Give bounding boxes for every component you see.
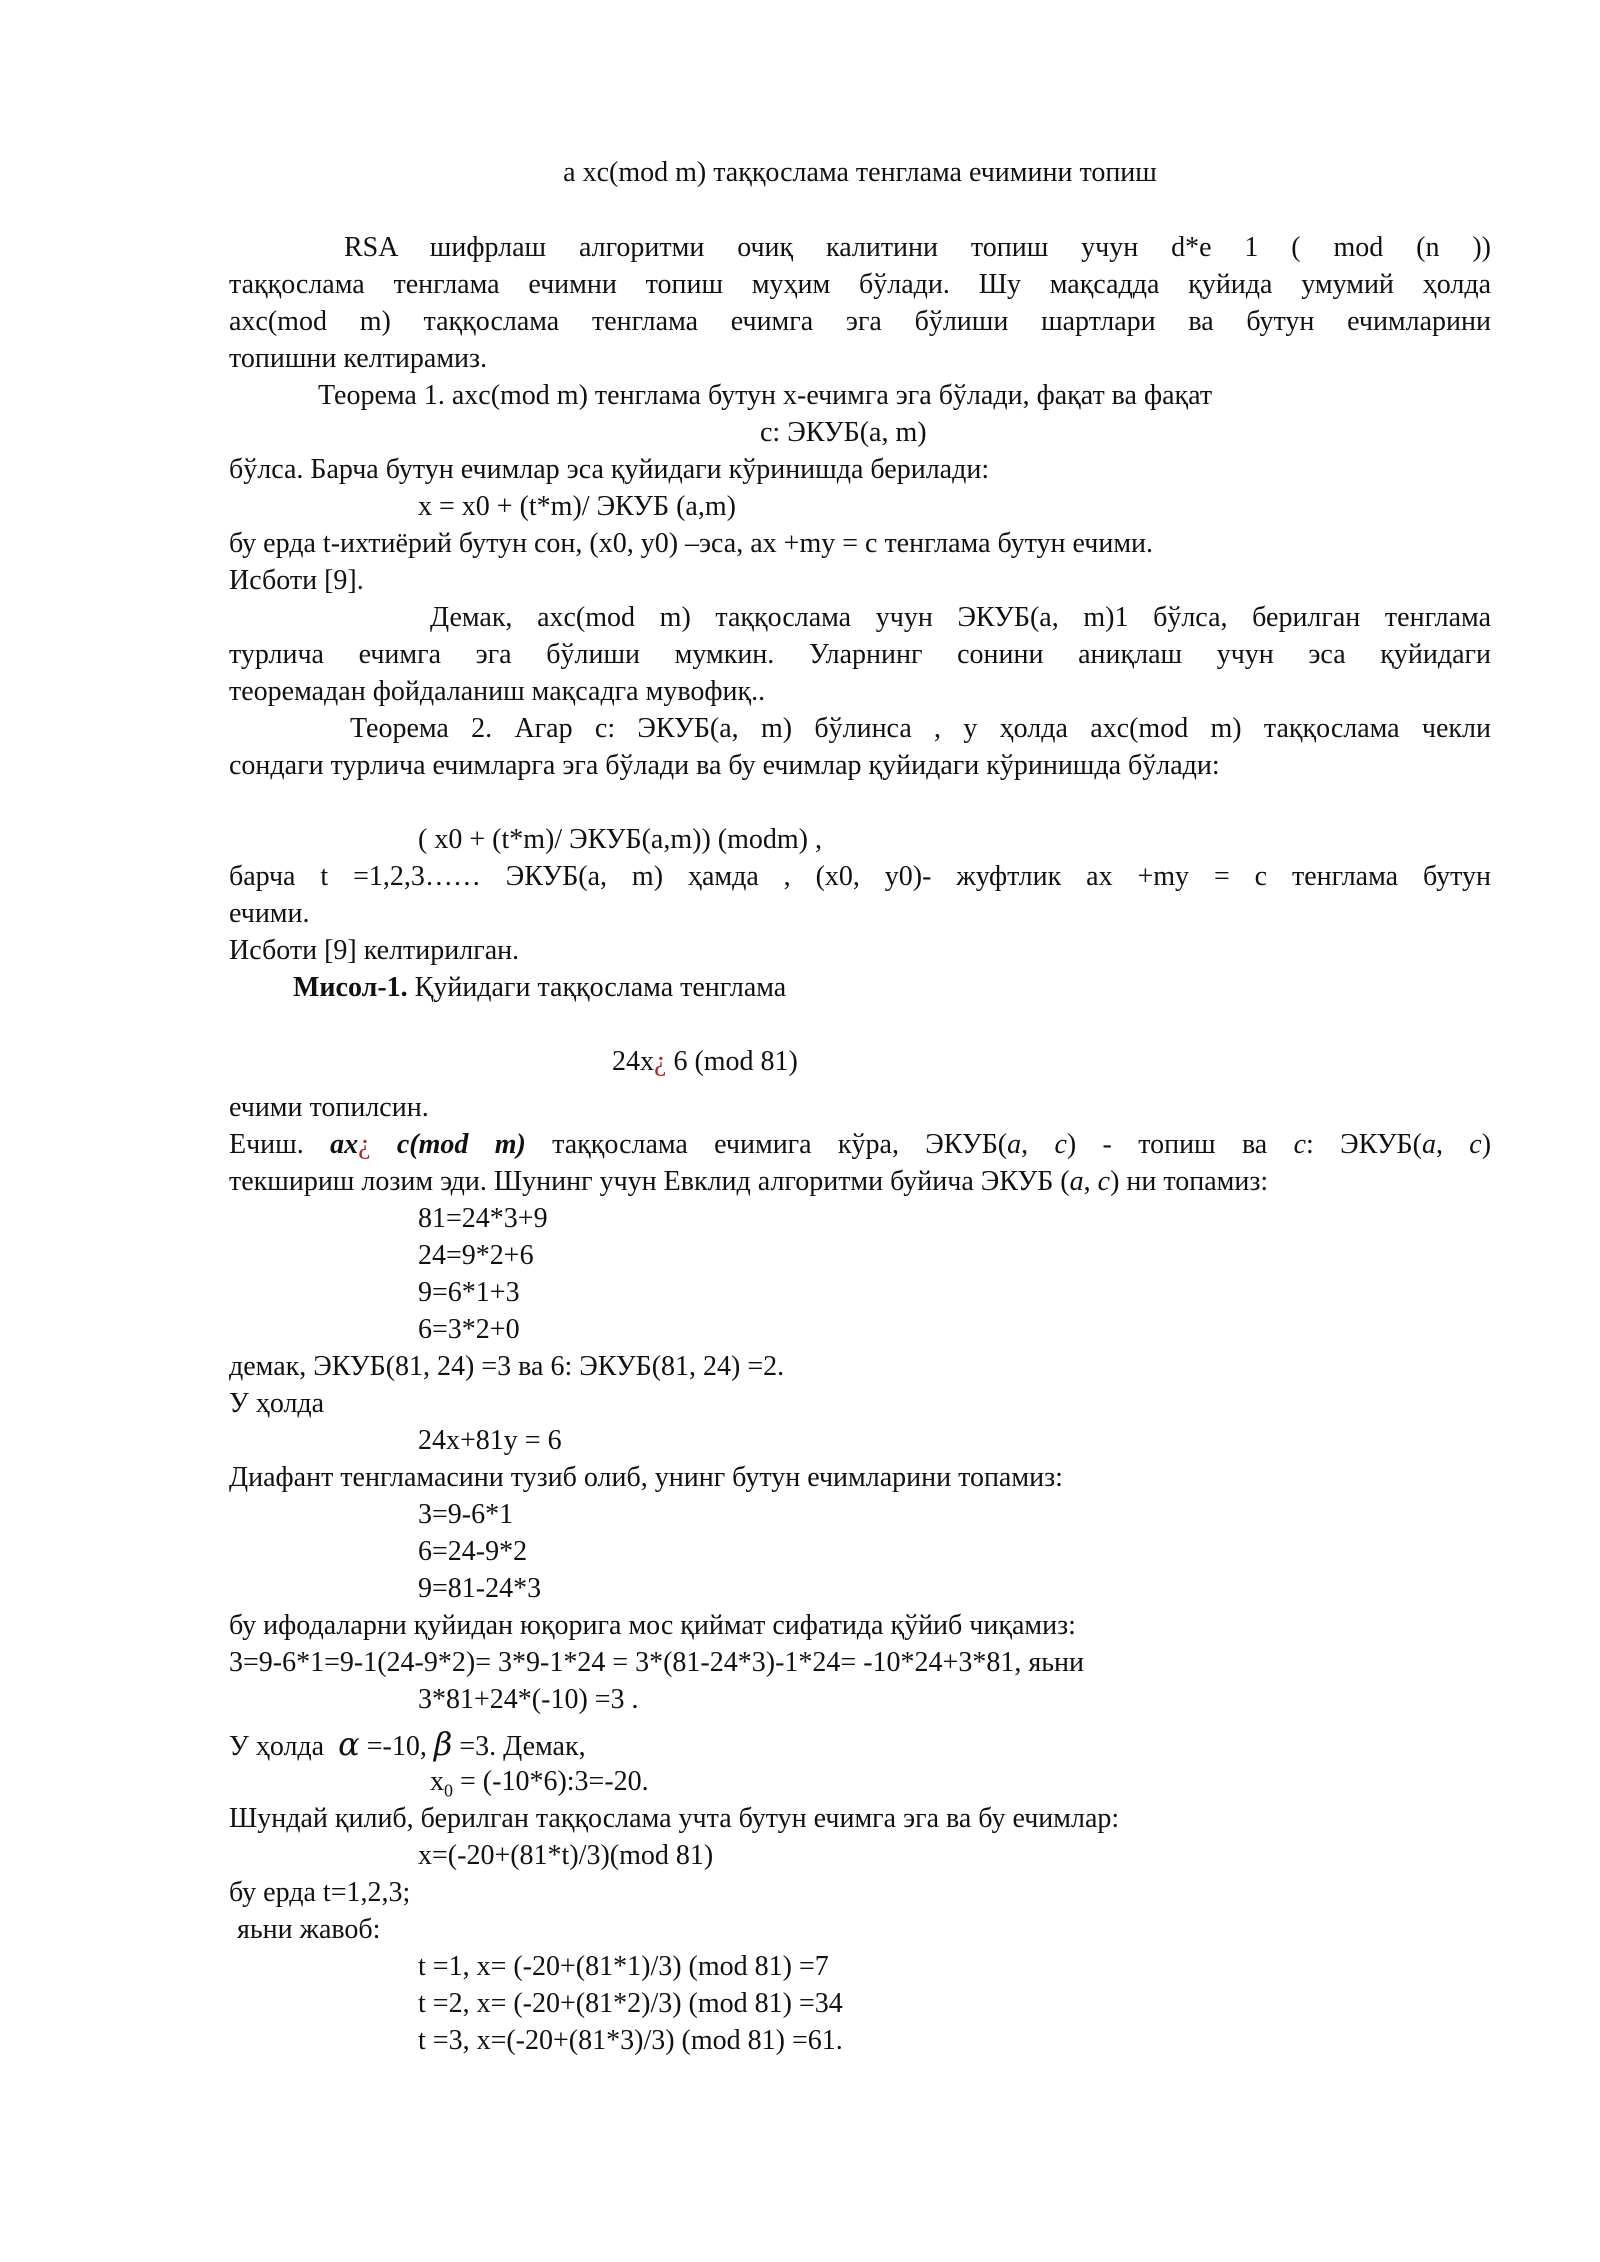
text-run: текшириш лозим эди. Шунинг учун Евклид алгоритми буйича ЭКУБ ( <box>229 1166 1070 1197</box>
paragraph-line: бу ерда t-ихтиёрий бутун сон, (x0, y0) –эса, ax +my = c тенглама бутун ечими. <box>229 528 1154 559</box>
paragraph-line: теоремадан фойдаланиш мақсадга мувофиқ.. <box>229 676 766 707</box>
text-run: x <box>430 1766 444 1797</box>
math-expression: ax <box>330 1129 359 1160</box>
general-solution: x=(-20+(81*t)/3)(mod 81) <box>418 1840 714 1871</box>
substitution-line: 3=9-6*1=9-1(24-9*2)= 3*9-1*24 = 3*(81-24*3)-1*24= -10*24+3*81, яьни <box>229 1647 1084 1678</box>
paragraph-line: Диафант тенгламасини тузиб олиб, унинг бутун ечимларини топамиз: <box>229 1462 1063 1493</box>
text-run: таққослама ечимига кўра, ЭКУБ( <box>525 1129 1008 1160</box>
text-run: , <box>1083 1166 1098 1197</box>
answer-line: t =3, x=(-20+(81*3)/3) (mod 81) =61. <box>418 2025 843 2056</box>
text-run: = (-10*6):3=-20. <box>453 1766 649 1797</box>
paragraph-line: топишни келтирамиз. <box>229 343 488 374</box>
equation-symbol: ¿ <box>654 1046 667 1077</box>
text-run: У ҳолда <box>229 1731 325 1762</box>
paragraph-line: демак, ЭКУБ(81, 24) =3 ва 6: ЭКУБ(81, 24) =2. <box>229 1351 785 1382</box>
coefficients-line <box>229 1726 1491 1765</box>
math-var: a <box>1007 1129 1022 1160</box>
text-run: , <box>1435 1129 1470 1160</box>
theorem-1-condition: c: ЭКУБ(a, m) <box>760 417 927 448</box>
paragraph-line: RSA шифрлаш алгоритми очиқ калитини топиш учун d*e 1 ( mod (n )) <box>344 232 1491 263</box>
paragraph-line: барча t =1,2,3…… ЭКУБ(a, m) ҳамда , (x0, y0)- жуфтлик ax +my = c тенглама бутун <box>229 861 1491 892</box>
math-expression: c(mod m) <box>370 1129 526 1160</box>
equation-symbol: ¿ <box>358 1129 371 1160</box>
paragraph-line: ечими. <box>229 898 310 929</box>
answer-label: яьни жавоб: <box>237 1914 381 1945</box>
alpha-symbol: α <box>338 1725 360 1763</box>
back-substitution-step: 3=9-6*1 <box>418 1499 514 1530</box>
proof-reference: Исботи [9]. <box>229 565 364 596</box>
beta-symbol: β <box>433 1725 453 1763</box>
text-run: ) - топиш ва <box>1066 1129 1294 1160</box>
math-var: c <box>1293 1129 1306 1160</box>
paragraph-line: ечими топилсин. <box>229 1092 429 1123</box>
example-heading <box>293 970 786 1006</box>
paragraph-line: У ҳолда <box>229 1388 325 1419</box>
formula: x = x0 + (t*m)/ ЭКУБ (a,m) <box>418 491 736 522</box>
paragraph-line: бу ерда t=1,2,3; <box>229 1877 411 1908</box>
euclid-step: 24=9*2+6 <box>418 1240 534 1271</box>
euclid-step: 9=6*1+3 <box>418 1277 520 1308</box>
proof-reference: Исботи [9] келтирилган. <box>229 935 520 966</box>
paragraph-line: бўлса. Барча бутун ечимлар эса қуйидаги кўринишда берилади: <box>229 454 990 485</box>
example-intro: Қуйидаги таққослама тенглама <box>407 972 787 1003</box>
math-var: a <box>1069 1166 1084 1197</box>
text-run: ) ни топамиз: <box>1110 1166 1269 1197</box>
text-run: ) <box>1481 1129 1492 1160</box>
solution-label: Ечиш. <box>229 1129 304 1160</box>
subscript: 0 <box>444 1780 453 1801</box>
answer-line: t =2, x= (-20+(81*2)/3) (mod 81) =34 <box>418 1988 843 2019</box>
theorem-1-statement: Теорема 1. axc(mod m) тенглама бутун x-ечимга эга бўлади, фақат ва фақат <box>318 380 1213 411</box>
paragraph-line: таққослама тенглама ечимни топиш муҳим бўлади. Шу мақсадда қуйида умумий ҳолда <box>229 269 1491 300</box>
paragraph-line: бу ифодаларни қуйидан юқорига мос қиймат сифатида қўйиб чиқамиз: <box>229 1610 1076 1641</box>
solution-line <box>229 1127 1491 1163</box>
back-substitution-step: 9=81-24*3 <box>418 1573 542 1604</box>
back-substitution-step: 6=24-9*2 <box>418 1536 528 1567</box>
paragraph-line: axc(mod m) таққослама тенглама ечимга эга бўлиши шартлари ва бутун ечимларини <box>229 306 1491 337</box>
math-var: c <box>1054 1129 1067 1160</box>
math-var: a <box>1421 1129 1436 1160</box>
example-equation <box>612 1044 798 1080</box>
paragraph-line: турлича ечимга эга бўлиши мумкин. Уларнинг сонини аниқлаш учун эса қуйидаги <box>229 639 1491 670</box>
text-run: =-10, <box>359 1731 434 1762</box>
paragraph-line: Шундай қилиб, берилган таққослама учта бутун ечимга эга ва бу ечимлар: <box>229 1803 1120 1834</box>
equation-left: 24x <box>612 1046 654 1077</box>
answer-line: t =1, x= (-20+(81*1)/3) (mod 81) =7 <box>418 1951 829 1982</box>
theorem-2-statement: Теорема 2. Агар c: ЭКУБ(a, m) бўлинса , у ҳолда axc(mod m) таққослама чекли <box>350 713 1491 744</box>
page-title: a xc(mod m) таққослама тенглама ечимини топиш <box>563 157 1157 188</box>
math-var: c <box>1097 1166 1111 1197</box>
substitution-result: 3*81+24*(-10) =3 . <box>418 1684 639 1715</box>
diophantine-equation: 24x+81y = 6 <box>418 1425 562 1456</box>
text-run: : ЭКУБ( <box>1306 1129 1422 1160</box>
paragraph-line: сондаги турлича ечимларга эга бўлади ва бу ечимлар қуйидаги кўринишда бўлади: <box>229 750 1220 781</box>
formula: ( x0 + (t*m)/ ЭКУБ(a,m)) (modm) , <box>418 824 822 855</box>
paragraph-line: Демак, axc(mod m) таққослама учун ЭКУБ(a, m)1 бўлса, берилган тенглама <box>430 602 1491 633</box>
solution-line <box>229 1164 1491 1200</box>
euclid-step: 81=24*3+9 <box>418 1203 548 1234</box>
example-label: Мисол-1. <box>293 972 408 1003</box>
text-run: , <box>1021 1129 1055 1160</box>
text-run: =3. Демак, <box>452 1731 586 1762</box>
math-var: c <box>1469 1129 1482 1160</box>
equation-right: 6 (mod 81) <box>666 1046 798 1077</box>
euclid-step: 6=3*2+0 <box>418 1314 520 1345</box>
